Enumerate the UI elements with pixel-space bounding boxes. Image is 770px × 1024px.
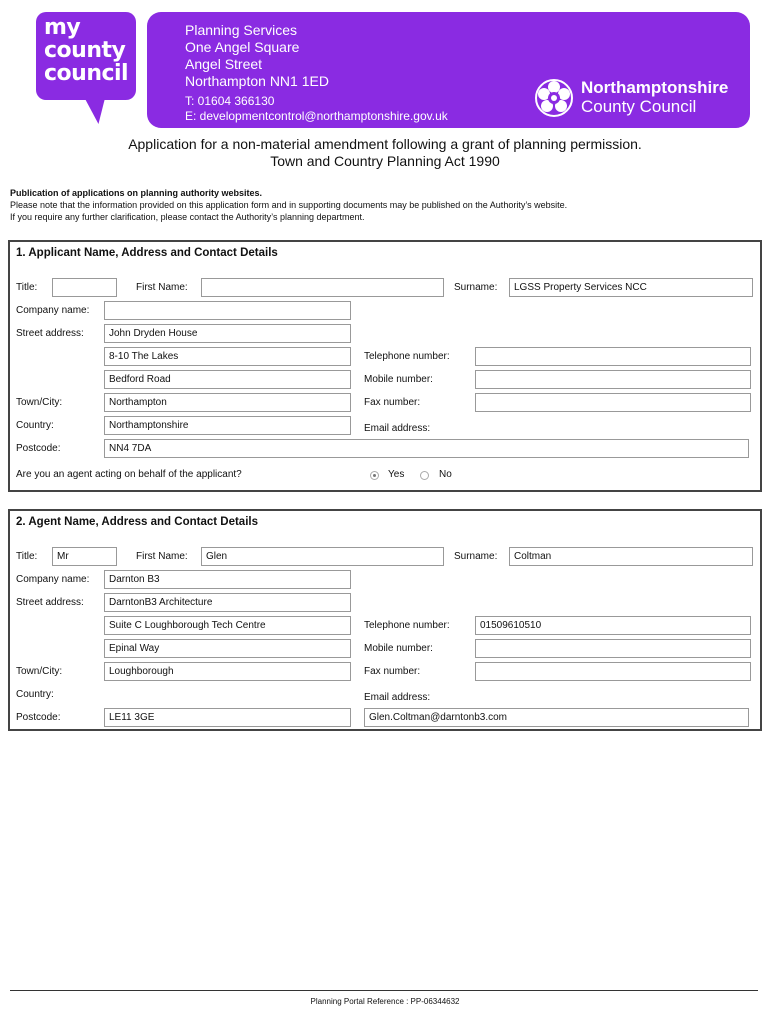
title-line-2: Town and Country Planning Act 1990 bbox=[270, 153, 500, 169]
fax-label: Fax number: bbox=[364, 397, 421, 408]
document-title bbox=[0, 136, 770, 170]
applicant-country-field[interactable]: Northamptonshire bbox=[104, 416, 351, 435]
street-label: Street address: bbox=[16, 597, 84, 608]
header-email: E: developmentcontrol@northamptonshire.gov.uk bbox=[185, 109, 448, 123]
town-label: Town/City: bbox=[16, 397, 63, 408]
agent-company-field[interactable]: Darnton B3 bbox=[104, 570, 351, 589]
surname-label: Surname: bbox=[454, 282, 498, 293]
first-name-label: First Name: bbox=[136, 282, 188, 293]
agent-street-2-field[interactable]: Suite C Loughborough Tech Centre bbox=[104, 616, 351, 635]
applicant-mobile-field[interactable] bbox=[475, 370, 751, 389]
country-label: Country: bbox=[16, 420, 54, 431]
fax-label: Fax number: bbox=[364, 666, 421, 677]
applicant-first-name-field[interactable] bbox=[201, 278, 444, 297]
section-heading: 1. Applicant Name, Address and Contact Details bbox=[16, 247, 278, 259]
agent-section bbox=[8, 509, 762, 731]
street-label: Street address: bbox=[16, 328, 84, 339]
logo-word-3: council bbox=[44, 61, 129, 86]
agent-email-field[interactable]: Glen.Coltman@darntonb3.com bbox=[364, 708, 749, 727]
surname-label: Surname: bbox=[454, 551, 498, 562]
logo-word-1: my bbox=[44, 15, 81, 40]
title-label: Title: bbox=[16, 551, 38, 562]
agent-telephone-field[interactable]: 01509610510 bbox=[475, 616, 751, 635]
applicant-section bbox=[8, 240, 762, 492]
brand-line-1: Northamptonshire bbox=[581, 78, 729, 97]
agent-street-1-field[interactable]: DarntonB3 Architecture bbox=[104, 593, 351, 612]
country-label: Country: bbox=[16, 689, 54, 700]
postcode-label: Postcode: bbox=[16, 712, 61, 723]
applicant-fax-field[interactable] bbox=[475, 393, 751, 412]
notice-line-2: If you require any further clarification, please contact the Authority’s planning department. bbox=[10, 212, 365, 222]
agent-no-radio[interactable] bbox=[420, 471, 429, 480]
agent-town-field[interactable]: Loughborough bbox=[104, 662, 351, 681]
header-banner bbox=[147, 12, 750, 128]
footer-divider bbox=[10, 990, 758, 991]
applicant-street-3-field[interactable]: Bedford Road bbox=[104, 370, 351, 389]
brand-line-2: County Council bbox=[581, 97, 697, 116]
postcode-label: Postcode: bbox=[16, 443, 61, 454]
email-label: Email address: bbox=[364, 423, 431, 434]
applicant-street-1-field[interactable]: John Dryden House bbox=[104, 324, 351, 343]
logo-word-2: county bbox=[44, 38, 126, 63]
contact-address bbox=[185, 22, 448, 124]
mobile-label: Mobile number: bbox=[364, 643, 433, 654]
company-label: Company name: bbox=[16, 305, 90, 316]
email-label: Email address: bbox=[364, 692, 431, 703]
town-label: Town/City: bbox=[16, 666, 63, 677]
notice-heading: Publication of applications on planning authority websites. bbox=[10, 188, 263, 198]
address-line: Planning Services bbox=[185, 22, 298, 38]
applicant-telephone-field[interactable] bbox=[475, 347, 751, 366]
agent-surname-field[interactable]: Coltman bbox=[509, 547, 753, 566]
agent-mobile-field[interactable] bbox=[475, 639, 751, 658]
agent-first-name-field[interactable]: Glen bbox=[201, 547, 444, 566]
rose-emblem-icon bbox=[534, 78, 574, 118]
no-label: No bbox=[439, 469, 452, 480]
address-line: Northampton NN1 1ED bbox=[185, 73, 329, 89]
planning-portal-reference: Planning Portal Reference : PP-06344632 bbox=[310, 997, 460, 1006]
notice-line-1: Please note that the information provided on this application form and in supporting documents may be published on the Authority’s website. bbox=[10, 200, 568, 210]
telephone-label: Telephone number: bbox=[364, 620, 450, 631]
agent-title-field[interactable]: Mr bbox=[52, 547, 117, 566]
applicant-street-2-field[interactable]: 8-10 The Lakes bbox=[104, 347, 351, 366]
agent-fax-field[interactable] bbox=[475, 662, 751, 681]
company-label: Company name: bbox=[16, 574, 90, 585]
agent-postcode-field[interactable]: LE11 3GE bbox=[104, 708, 351, 727]
agent-street-3-field[interactable]: Epinal Way bbox=[104, 639, 351, 658]
address-line: One Angel Square bbox=[185, 39, 300, 55]
council-logo-tail bbox=[84, 96, 111, 124]
applicant-surname-field[interactable]: LGSS Property Services NCC bbox=[509, 278, 753, 297]
first-name-label: First Name: bbox=[136, 551, 188, 562]
council-logo-text bbox=[44, 16, 128, 85]
mobile-label: Mobile number: bbox=[364, 374, 433, 385]
publication-notice bbox=[10, 187, 567, 223]
applicant-company-field[interactable] bbox=[104, 301, 351, 320]
section-heading: 2. Agent Name, Address and Contact Details bbox=[16, 516, 258, 528]
header-telephone: T: 01604 366130 bbox=[185, 94, 275, 108]
address-line: Angel Street bbox=[185, 56, 263, 72]
agent-yes-radio[interactable] bbox=[370, 471, 379, 480]
yes-label: Yes bbox=[388, 469, 405, 480]
title-line-1: Application for a non-material amendment following a grant of planning permission. bbox=[128, 136, 642, 152]
applicant-town-field[interactable]: Northampton bbox=[104, 393, 351, 412]
title-label: Title: bbox=[16, 282, 38, 293]
telephone-label: Telephone number: bbox=[364, 351, 450, 362]
applicant-postcode-field[interactable]: NN4 7DA bbox=[104, 439, 749, 458]
agent-question-label: Are you an agent acting on behalf of the applicant? bbox=[16, 469, 242, 480]
applicant-title-field[interactable] bbox=[52, 278, 117, 297]
brand-name bbox=[581, 78, 728, 116]
